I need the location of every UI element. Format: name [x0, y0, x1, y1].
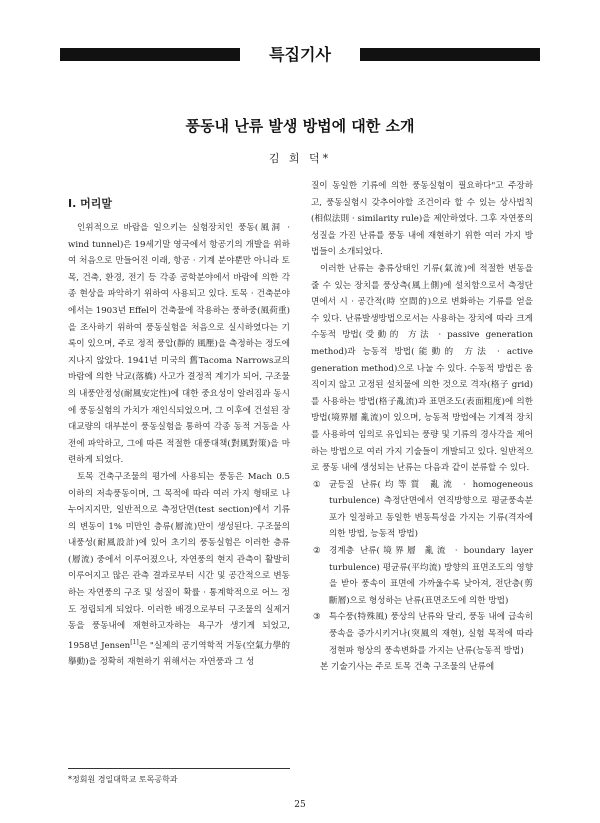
intro-paragraph-1: 인위적으로 바람을 일으키는 실험장치인 풍동(風洞 · wind tunnel)은 19세기말 영국에서 항공기의 개발을 위하여 처음으로 만들어진 이래, 항공 · 기계 분야뿐만 아니라 토목, 건축, 환경, 전기 등 각종 공학분야에서 바람에 의한 각종 현상을 파악하기 위하여 사용되고 있다. 토목 · 건축분야에서는 1903년 Effel이 건축물에 작용하는 풍하중(風荷重)을 조사하기 위하여 풍동실험을 처음으로 실시하였다는 기록이 있으며, 주로 정적 풍압(靜的 風壓)을 측정하는 정도에 지나지 않았다. 1941년 미국의 舊Tacoma Narrows교의 바람에 의한 낙교(落橋) 사고가 결정적 계기가 되어, 구조물의 내풍안정성(耐風安定性)에 대한 중요성이 알려짐과 동시에 풍동실험의 가치가 재인식되었으며, 그 이후에 건설된 장대교량의 대부분이 풍동실험을 통하여 각종 동적 거동을 사전에 파악하고, 그에 따른 적절한 대풍대책(對風對策)을 마련하게 되었다.: [68, 223, 290, 466]
list-item-number: ③: [313, 612, 321, 623]
footnote-divider: [68, 768, 290, 769]
left-column: [68, 196, 290, 671]
closing-paragraph: 본 기술기사는 주로 토목 건축 구조물의 난류에: [320, 662, 495, 673]
list-item-number: ②: [313, 546, 321, 557]
header-bar-left: [60, 48, 240, 61]
list-item-number: ①: [313, 479, 321, 490]
article-title: 풍동내 난류 발생 방법에 대한 소개: [185, 117, 415, 135]
turbulence-type-list: [311, 477, 533, 660]
section-heading-intro: I. 머리말: [68, 197, 112, 210]
list-item: [311, 477, 533, 543]
article-author: 김 희 덕*: [268, 152, 332, 165]
section-label: 특집기사: [269, 45, 331, 64]
right-column: [311, 178, 533, 676]
list-item: [311, 609, 533, 659]
methods-paragraph: 이러한 난류는 충류상태인 기류(氣流)에 적절한 변동을 줄 수 있는 장치를 풍상측(風上側)에 설치함으로서 측정단면에서 시 · 공간적(時 空間的)으로 변화하는 기류를 얻을 수 있다. 난류발생방법으로서는 사용하는 장치에 따라 크게 수동적 방법(受動的 方法 · passive generation method)과 능동적 방법(能動的 方法 · active generation method)으로 나눌 수 있다. 수동적 방법은 움직이지 않고 고정된 설치물에 의한 것으로 격자(格子 grid)를 사용하는 방법(格子亂流)과 표면조도(表面粗度)에 의한 방법(境界層 亂流)이 있으며, 능동적 방법에는 기계적 장치를 사용하여 임의로 유입되는 풍량 및 기류의 경사각을 제어하는 방법으로 여러 가지 기술들이 개발되고 있다. 일반적으로 풍동 내에 생성되는 난류는 다음과 같이 분류할 수 있다.: [311, 263, 533, 474]
intro-paragraph-2-text: 토목 건축구조물의 평가에 사용되는 풍동은 Mach 0.5 이하의 저속풍동이며, 그 목적에 따라 여러 가지 형태로 나누어지지만, 일반적으로 측정단면(test section)에서 기류의 변동이 1% 미만인 층류(層流)만이 생성된다. 구조물의 내풍성(耐風設計)에 있어 초기의 풍동실험은 이러한 층류(層流) 중에서 이루어졌으나, 자연풍의 현지 관측이 활발히 이루어지고 많은 관측 결과로부터 시간 및 공간적으로 변동하는 자연풍의 구조 및 성질이 확률 · 통계학적으로 어느 정도 정립되게 되었다. 이러한 배경으로부터 구조물의 실제거동을 풍동내에 재현하고자하는 욕구가 생기게 되었고, 1958년 Jensen: [68, 471, 290, 651]
list-item-text: 특수풍(特殊風) 풍상의 난류와 달리, 풍동 내에 급속히 풍속을 증가시키거나(突風의 재현), 실험 목적에 따라 정현파 형상의 풍속변화를 가지는 난류(능동적 방법): [329, 612, 533, 656]
list-item: [311, 543, 533, 609]
section-header-band: [60, 44, 540, 66]
list-item-text: 균등질 난류(均等質 亂流 · homogeneous turbulence) 측정단면에서 연직방향으로 평균풍속분포가 일정하고 동일한 변동특성을 가지는 기류(격자에 의한 방법, 능동적 방법): [329, 479, 533, 540]
page-number: 25: [294, 800, 306, 810]
author-affiliation-footnote: *정회원 경일대학교 토목공학과: [68, 775, 178, 784]
intro-paragraph-2-end: 은 "실제의 공기역학적 거동(空氣力學的擧動)을 정확히 재현하기 위해서는 자연풍과 그 성: [68, 640, 291, 668]
list-item-text: 경계층 난류(境界層 亂流 · boundary layer turbulence) 평균류(平均流) 방향의 표면조도의 영향을 받아 풍속이 표면에 가까울수록 낮아져, 전단층(剪斷層)으로 형성하는 난류(표면조도에 의한 방법): [329, 546, 533, 606]
intro-paragraph-2: [68, 469, 290, 671]
continued-paragraph: 질이 동일한 기류에 의한 풍동실험이 필요하다"고 주장하고, 풍동실험시 갖추어야할 조건이라 할 수 있는 상사법칙(相似法則 · similarity rule)을 제안하였다. 그후 자연풍의 성질을 가진 난류를 풍동 내에 재현하기 위한 여러 가지 방법들이 소개되었다.: [311, 181, 533, 258]
citation-ref: [1]: [130, 638, 139, 646]
header-bar-right: [360, 48, 540, 61]
